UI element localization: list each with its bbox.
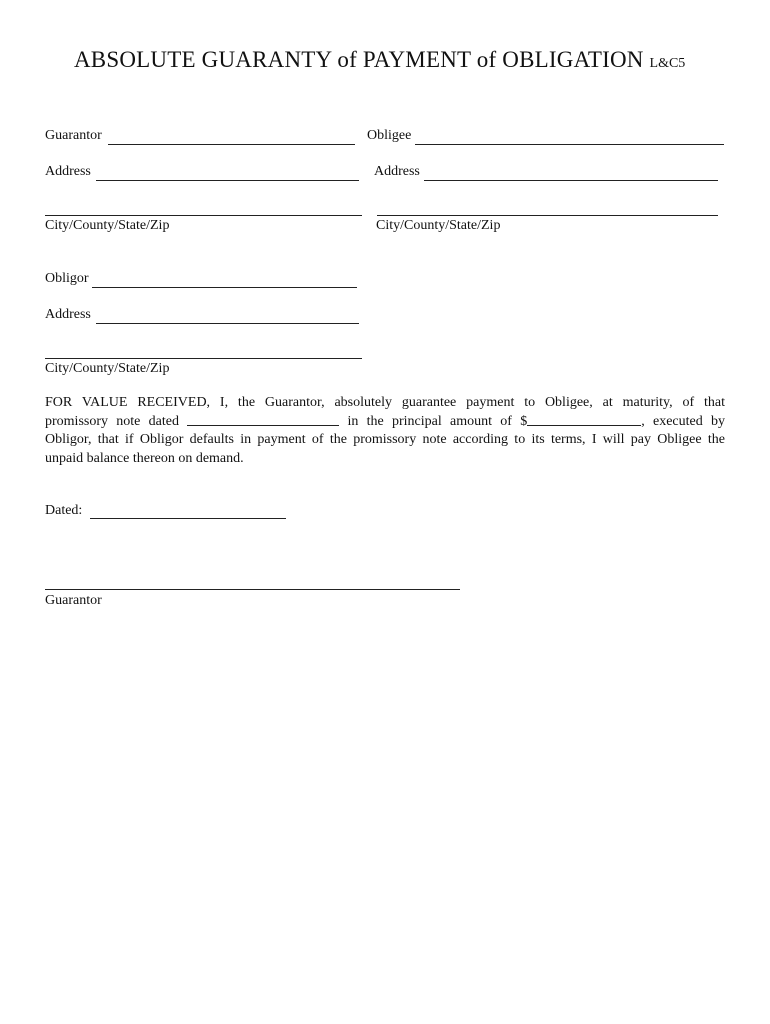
guarantor-address-field[interactable] — [96, 180, 359, 181]
guaranty-paragraph — [45, 394, 725, 468]
signature-guarantor-label: Guarantor — [45, 593, 102, 608]
signature-line[interactable] — [45, 589, 460, 590]
obligee-label: Obligee — [367, 128, 412, 143]
obligor-city-field[interactable] — [45, 358, 362, 359]
paragraph-line-3: Obligor, that if Obligor defaults in payment of the promissory note according to its terms, I will pay Obligee the — [45, 432, 725, 447]
obligee-city-label: City/County/State/Zip — [376, 218, 501, 233]
title-text: ABSOLUTE GUARANTY of PAYMENT of OBLIGATION — [74, 47, 644, 72]
principal-amount-text: in the principal amount of $ — [347, 413, 528, 429]
paragraph-line-2 — [45, 413, 725, 432]
obligor-address-label: Address — [45, 307, 91, 322]
obligor-address-field[interactable] — [96, 323, 359, 324]
paragraph-line-4: unpaid balance thereon on demand. — [45, 450, 244, 466]
note-date-field[interactable] — [187, 413, 339, 426]
guarantor-name-field[interactable] — [108, 144, 355, 145]
obligor-label: Obligor — [45, 271, 89, 286]
obligee-address-label: Address — [374, 164, 420, 179]
obligor-name-field[interactable] — [92, 287, 357, 288]
guarantor-label: Guarantor — [45, 128, 102, 143]
executed-by-text: , executed by — [641, 413, 725, 429]
obligee-city-field[interactable] — [377, 215, 718, 216]
obligee-name-field[interactable] — [415, 144, 724, 145]
note-dated-text: promissory note dated — [45, 413, 179, 429]
guarantor-city-field[interactable] — [45, 215, 362, 216]
dated-label: Dated: — [45, 503, 83, 518]
principal-amount-field[interactable] — [527, 413, 641, 426]
form-code: L&C5 — [649, 56, 686, 71]
guarantor-address-label: Address — [45, 164, 91, 179]
obligee-address-field[interactable] — [424, 180, 718, 181]
obligor-city-label: City/County/State/Zip — [45, 361, 170, 376]
dated-field[interactable] — [90, 518, 286, 519]
guarantor-city-label: City/County/State/Zip — [45, 218, 170, 233]
paragraph-line-1: FOR VALUE RECEIVED, I, the Guarantor, absolutely guarantee payment to Obligee, at maturity, of that — [45, 395, 725, 410]
document-title — [74, 47, 685, 73]
